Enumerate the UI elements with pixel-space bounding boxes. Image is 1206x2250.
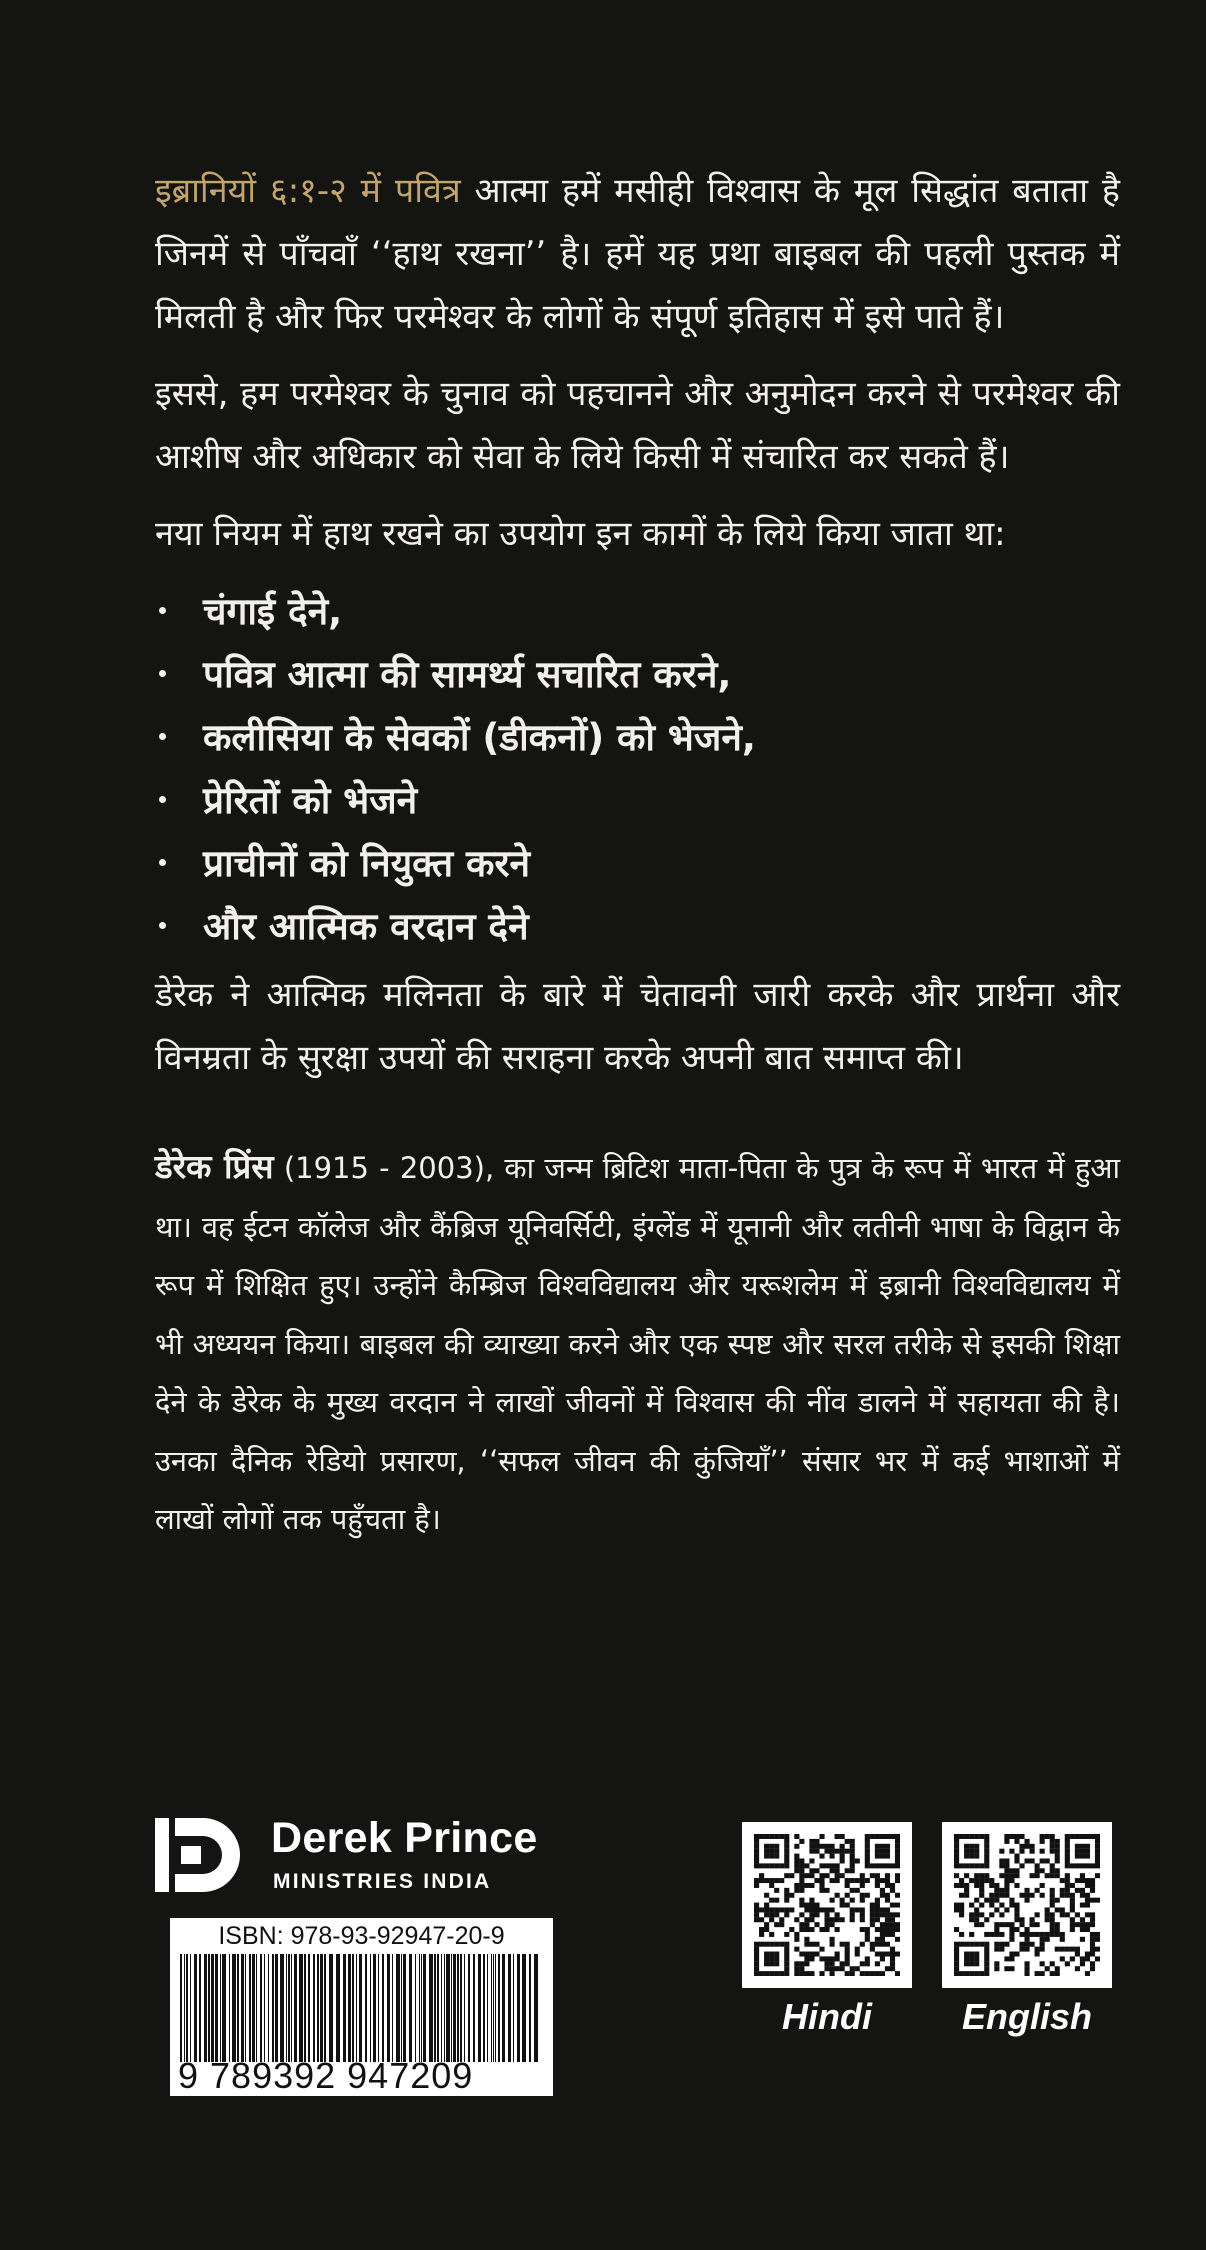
intro-paragraph	[155, 160, 1120, 349]
uses-list	[155, 580, 1120, 958]
qr-code-icon	[754, 1834, 900, 1976]
qr-label-english: English	[961, 1996, 1092, 2037]
list-item: प्रेरितों को भेजने	[155, 769, 1120, 832]
author-name: डेरेक प्रिंस	[155, 1147, 274, 1186]
paragraph-three: नया नियम में हाथ रखने का उपयोग इन कामों के लिये किया जाता था:	[155, 514, 1006, 554]
barcode-number: 9 789392 947209	[178, 2055, 474, 2096]
list-item: कलीसिया के सेवकों (डीकनों) को भेजने,	[155, 706, 1120, 769]
intro-text: आत्मा हमें मसीही विश्वास के मूल सिद्धांत बताता है जिनमें से पाँचवाँ ‘‘हाथ रखना’’ है। हमें यह प्रथा बाइबल की पहली पुस्तक में मिलती है और फिर परमेश्वर के लोगों के संपूर्ण इतिहास में इसे पाते हैं।	[155, 171, 1120, 337]
list-item: और आत्मिक वरदान देने	[155, 895, 1120, 958]
author-bio-text: (1915 - 2003), का जन्म ब्रिटिश माता-पिता के पुत्र के रूप में भारत में हुआ था। वह ईटन कॉलेज और कैंब्रिज यूनिवर्सिटी, इंग्लेंड में यूनानी और लतीनी भाषा के विद्वान के रूप में शिक्षित हुए। उन्होंने कैम्ब्रिज विश्वविद्यालय और यरूशलेम में इब्रानी विश्वविद्यालय में भी अध्ययन किया। बाइबल की व्याख्या करने और एक स्पष्ट और सरल तरीके से इसकी शिक्षा देने के डेरेक के मुख्य वरदान ने लाखों जीवनों में विश्वास की नींव डालने में सहायता की है। उनका दैनिक रेडियो प्रसारण, ‘‘सफल जीवन की कुंजियाँ’’ संसार भर में कई भाशाओं में लाखों लोगों तक पहुँचता है।	[155, 1151, 1120, 1536]
list-item: प्राचीनों को नियुक्त करने	[155, 832, 1120, 895]
bullet-icon	[159, 859, 166, 866]
list-item: चंगाई देने,	[155, 580, 1120, 643]
bullet-icon	[159, 733, 166, 740]
paragraph-two: इससे, हम परमेश्वर के चुनाव को पहचानने और अनुमोदन करने से परमेश्वर की आशीष और अधिकार को सेवा के लिये किसी में संचारित कर सकते हैं।	[155, 374, 1120, 477]
paragraph-four: डेरेक ने आत्मिक मलिनता के बारे में चेतावनी जारी करके और प्रार्थना और विनम्रता के सुरक्षा उपयों की सराहना करके अपनी बात समाप्त की।	[155, 975, 1120, 1078]
bullet-icon	[159, 922, 166, 929]
isbn-barcode	[170, 1918, 553, 2096]
list-item: पवित्र आत्मा की सामर्थ्य सचारित करने,	[155, 643, 1120, 706]
publisher-logo	[155, 1810, 575, 1900]
derek-prince-logo-icon	[155, 1810, 245, 1900]
bullet-icon	[159, 607, 166, 614]
scripture-reference: इब्रानियों ६:१-२ में पवित्र	[155, 171, 461, 211]
publisher-subtitle: MINISTRIES INDIA	[273, 1870, 492, 1893]
qr-label-hindi: Hindi	[782, 1996, 872, 2037]
bullet-icon	[159, 670, 166, 677]
cover-footer	[0, 1800, 1206, 2100]
back-cover-text	[155, 160, 1120, 1578]
bullet-icon	[159, 796, 166, 803]
qr-code-icon	[954, 1834, 1100, 1976]
isbn-label: ISBN: 978-93-92947-20-9	[218, 1922, 505, 1950]
qr-code-english[interactable]	[942, 1822, 1112, 1988]
author-bio	[155, 1138, 1120, 1549]
qr-code-hindi[interactable]	[742, 1822, 912, 1988]
barcode-icon	[180, 1954, 543, 2062]
publisher-name: Derek Prince	[271, 1814, 538, 1862]
